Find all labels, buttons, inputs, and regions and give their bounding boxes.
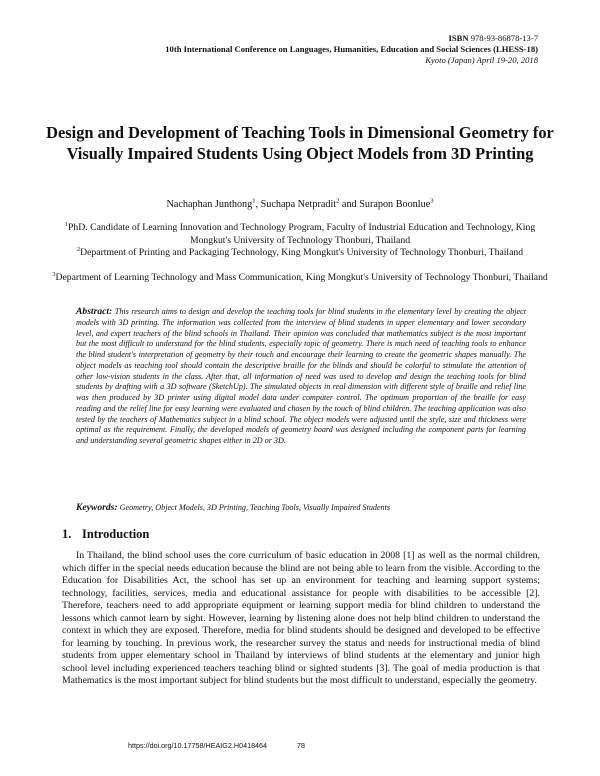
affiliation-sup: 1 bbox=[64, 220, 69, 228]
abstract bbox=[76, 307, 526, 447]
intro-paragraph: In Thailand, the blind school uses the core curriculum of basic education in 2008 [1] as well as the normal children, which differ in the special needs education because the blind are not being able to learn from the visible. According to the Education for Disabilities Act, the school has set up an environment for teaching and learning support systems; technology, facilities, services, media and educational assistance for people with disabilities to be accessible [2]. Therefore, teachers need to add appropriate equipment or learning support media for blind children to understand the lessons which cannot learn by sight. However, learning by listening alone does not help blind children to understand the context in which they are exposed. Therefore, media for blind students should be designed and developed to be effective for learning by touching. In previous work, the researcher survey the status and needs for instructional media of blind students from upper elementary school in Thailand by interviews of blind students at the elementary and junior high school level including experienced teachers teaching blind or sighted students [3]. The goal of media production is that Mathematics is the most important subject for blind students but the most difficult to understand, especially the geometry. bbox=[62, 550, 540, 687]
abstract-text: This research aims to design and develop the teaching tools for blind students in the elementary level by creating the object models with 3D printing. The information was collected from the interview of blind students in upper elementary and lower secondary level, and expert teachers of the blind schools in Thailand. Their opinion was concluded that mathematics subject is the most important but the most difficult to understand for the blind students, especially topic of geometry. There is much need of teaching tools to enhance the blind student's interpretation of geometry by their touch and encourage their learning to create the geometric shapes manually. The object models as teaching tool should contain the descriptive braille for the blinds and should be colorful to stimulate the attention of other low-vision students in the class. After that, all information of need was used to develop and design the teaching tools for blind students by drafting with a 3D software (SketchUp). The simulated objects in real dimension with different style of braille and relief line was then produced by 3D printer using digital model data under computer control. The optimum proportion of the braille for easy reading and the relief line for easy learning were evaluated and chosen by the touch of blind children. The teaching application was also tested by the teachers of Mathematics subject in a blind school. The object models were adjusted until the style, size and thickness were optimal as the requirement. Finally, the developed models of geometry board was designed including the component parts for learning and understanding several geometric shapes either in 2D or 3D. bbox=[76, 307, 527, 445]
abstract-label: Abstract: bbox=[76, 306, 113, 317]
keywords-label: Keywords: bbox=[76, 502, 118, 513]
keywords-text: Geometry, Object Models, 3D Printing, Teaching Tools, Visually Impaired Students bbox=[119, 503, 391, 512]
author-sup: 1 bbox=[252, 197, 256, 205]
isbn-label: ISBN bbox=[448, 33, 469, 43]
author-name: Nachaphan Junthong bbox=[166, 199, 253, 210]
page-number: 78 bbox=[297, 741, 305, 750]
author-sup: 3 bbox=[430, 197, 434, 205]
affiliation bbox=[50, 247, 550, 260]
author-sup: 2 bbox=[336, 197, 340, 205]
paper-title: Design and Development of Teaching Tools in Dimensional Geometry for Visually Impaired Students Using Object Models from 3D Printing bbox=[46, 123, 554, 163]
affiliation bbox=[50, 222, 550, 247]
isbn-value: 978-93-86878-13-7 bbox=[470, 33, 538, 43]
affiliation bbox=[50, 272, 550, 285]
affiliation-sup: 3 bbox=[52, 270, 56, 278]
author-name: Surapon Boonlue bbox=[359, 199, 431, 210]
author-separator: , bbox=[255, 199, 261, 210]
conference-name: 10th International Conference on Languages, Humanities, Education and Social Sciences (LHESS-18) bbox=[165, 44, 538, 54]
section-number: 1. bbox=[62, 527, 72, 541]
author-list bbox=[60, 198, 540, 211]
affiliation-sup: 2 bbox=[76, 245, 81, 253]
keywords bbox=[76, 502, 526, 513]
affiliation-text: Department of Learning Technology and Mass Communication, King Mongkut's University of Technology Thonburi, Thailand bbox=[55, 272, 548, 283]
isbn-line bbox=[448, 33, 538, 44]
section-title: Introduction bbox=[82, 527, 150, 541]
affiliation-text: Department of Printing and Packaging Technology, King Mongkut's University of Technology Thonburi, Thailand bbox=[80, 247, 524, 258]
section-heading bbox=[62, 527, 149, 542]
conference-location-date: Kyoto (Japan) April 19-20, 2018 bbox=[425, 55, 538, 65]
doi-link[interactable]: https://doi.org/10.17758/HEAIG2.H0418464 bbox=[128, 741, 268, 750]
author-name: Suchapa Netpradit bbox=[260, 199, 337, 210]
author-separator: and bbox=[339, 199, 360, 210]
affiliation-text: PhD. Candidate of Learning Innovation and Technology Program, Faculty of Industrial Education and Technology, King Mongkut's University of Technology Thonburi, Thailand bbox=[68, 222, 536, 246]
